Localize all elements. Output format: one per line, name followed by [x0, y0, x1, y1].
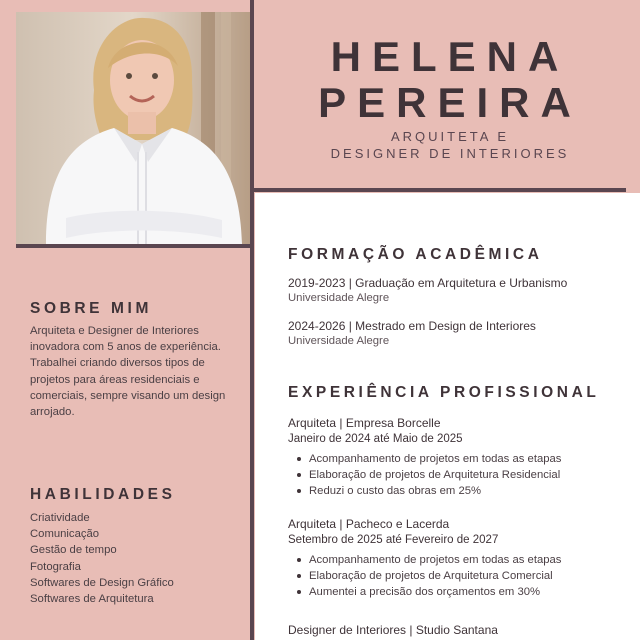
skill-item: Softwares de Design Gráfico — [30, 576, 174, 589]
job-bullet: Acompanhamento de projetos em todas as etapas — [288, 552, 628, 568]
candidate-name — [310, 34, 590, 126]
job-bullet: Reduzi o custo das obras em 25% — [288, 483, 628, 499]
job-heading: Arquiteta | Pacheco e Lacerda — [288, 517, 450, 531]
job-bullet: Acompanhamento de projetos em todas as etapas — [288, 451, 628, 467]
about-title: SOBRE MIM — [30, 300, 152, 317]
skill-item: Comunicação — [30, 528, 100, 541]
skill-item: Criatividade — [30, 512, 90, 524]
job-title — [310, 128, 590, 162]
education-title: FORMAÇÃO ACADÊMICA — [288, 246, 543, 263]
job-bullet: Elaboração de projetos de Arquitetura Residencial — [288, 467, 628, 483]
education-item — [288, 275, 618, 306]
job-bullet: Aumentei a precisão dos orçamentos em 30% — [288, 584, 628, 600]
education-item — [288, 318, 618, 349]
job-bullets — [288, 552, 628, 601]
job-heading: Designer de Interiores | Studio Santana — [288, 623, 498, 637]
vertical-divider — [250, 0, 254, 640]
job-entry — [288, 516, 628, 601]
education-institution: Universidade Alegre — [288, 292, 390, 304]
skill-item: Softwares de Arquitetura — [30, 593, 154, 606]
last-name: PEREIRA — [318, 79, 582, 126]
job-bullet: Elaboração de projetos de Arquitetura Comercial — [288, 568, 628, 584]
profile-photo — [16, 12, 250, 244]
education-institution: Universidade Alegre — [288, 335, 390, 347]
job-title-line2: DESIGNER DE INTERIORES — [330, 146, 570, 161]
skills-list — [30, 510, 174, 607]
header-divider — [252, 188, 626, 192]
first-name: HELENA — [330, 33, 570, 80]
education-heading: 2024-2026 | Mestrado em Design de Interiores — [288, 319, 536, 333]
experience-title: EXPERIÊNCIA PROFISSIONAL — [288, 384, 600, 401]
skill-item: Fotografia — [30, 560, 81, 573]
job-title-line1: ARQUITETA E — [391, 129, 509, 144]
photo-divider — [16, 244, 252, 248]
about-text: Arquiteta e Designer de Interiores inovadora com 5 anos de experiência. Trabalhei criando diversos tipos de projetos para áreas residenciais e comerciais, sempre visando um design arrojado. — [30, 325, 226, 419]
skills-title: HABILIDADES — [30, 486, 176, 503]
job-entry — [288, 415, 628, 500]
job-dates: Janeiro de 2024 até Maio de 2025 — [288, 433, 463, 445]
job-heading: Arquiteta | Empresa Borcelle — [288, 416, 441, 430]
skill-item: Gestão de tempo — [30, 544, 117, 557]
education-heading: 2019-2023 | Graduação em Arquitetura e Urbanismo — [288, 276, 568, 290]
job-dates: Setembro de 2025 até Fevereiro de 2027 — [288, 534, 499, 546]
job-entry — [288, 622, 628, 638]
job-bullets — [288, 451, 628, 500]
